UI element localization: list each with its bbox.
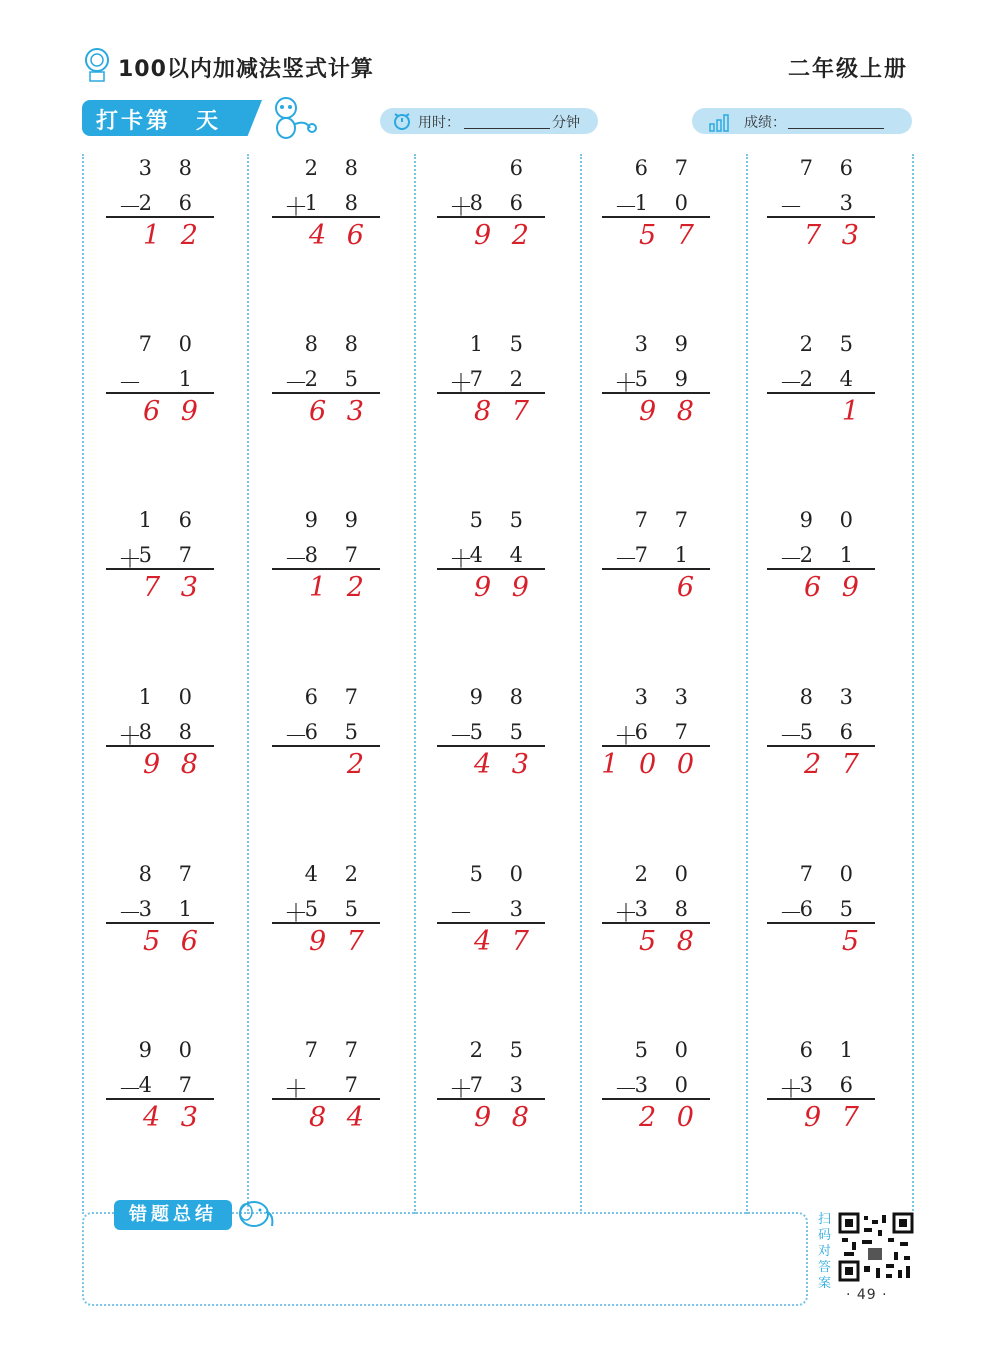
arithmetic-problem (104, 506, 214, 626)
arithmetic-problem (435, 860, 545, 980)
operator-sign: － (118, 899, 142, 927)
handwritten-answer[interactable]: 7 3 (804, 220, 865, 251)
top-operand: 7 7 (304, 1038, 368, 1062)
arithmetic-problem (765, 1036, 875, 1156)
top-operand: 6 7 (634, 156, 698, 180)
top-operand: 6 7 (304, 685, 368, 709)
column-divider (580, 154, 582, 1214)
result-line (767, 216, 875, 218)
handwritten-answer[interactable]: 6 9 (143, 396, 204, 427)
top-operand: 6 1 (799, 1038, 863, 1062)
bottom-operand: 8 8 (138, 720, 202, 744)
arithmetic-problem (270, 154, 380, 274)
operator-sign: ＋ (449, 1075, 473, 1103)
handwritten-answer[interactable]: 8 7 (474, 396, 535, 427)
bottom-operand: 7 3 (469, 1073, 533, 1097)
arithmetic-problem (270, 506, 380, 626)
result-line (767, 1098, 875, 1100)
handwritten-answer[interactable]: 4 3 (474, 749, 535, 780)
top-operand: 3 9 (634, 332, 698, 356)
top-operand: 5 5 (469, 508, 533, 532)
handwritten-answer[interactable]: 9 8 (474, 1102, 535, 1133)
bottom-operand: 3 6 (799, 1073, 863, 1097)
bottom-operand: 5 6 (799, 720, 863, 744)
handwritten-answer[interactable]: 9 2 (474, 220, 535, 251)
bottom-operand: 3 1 (138, 897, 202, 921)
operator-sign: ＋ (614, 899, 638, 927)
result-line (437, 392, 545, 394)
top-operand: 8 3 (799, 685, 863, 709)
arithmetic-problem (104, 683, 214, 803)
scan-answer-label: 扫码对答案 (818, 1212, 832, 1291)
result-line (437, 568, 545, 570)
bottom-operand: 1 8 (304, 191, 368, 215)
handwritten-answer[interactable]: 1 2 (143, 220, 204, 251)
result-line (602, 745, 710, 747)
handwritten-answer[interactable]: 9 9 (474, 572, 535, 603)
arithmetic-problem (104, 1036, 214, 1156)
arithmetic-problem (435, 683, 545, 803)
handwritten-answer[interactable]: 9 8 (143, 749, 204, 780)
operator-sign: － (118, 1075, 142, 1103)
arithmetic-problem (270, 330, 380, 450)
bottom-operand: 5 5 (469, 720, 533, 744)
bottom-operand: 3 8 (634, 897, 698, 921)
handwritten-answer[interactable]: 1 2 (309, 572, 370, 603)
arithmetic-problem (600, 330, 710, 450)
column-divider (414, 154, 416, 1214)
operator-sign: ＋ (284, 193, 308, 221)
bottom-operand: 5 9 (634, 367, 698, 391)
operator-sign: － (118, 193, 142, 221)
result-line (602, 216, 710, 218)
top-operand: 2 5 (799, 332, 863, 356)
operator-sign: － (614, 1075, 638, 1103)
alarm-clock-icon (392, 111, 412, 131)
result-line (106, 392, 214, 394)
result-line (602, 1098, 710, 1100)
result-line (602, 922, 710, 924)
result-line (767, 568, 875, 570)
arithmetic-problem (765, 506, 875, 626)
handwritten-answer[interactable]: 5 (841, 926, 865, 957)
handwritten-answer[interactable]: 7 3 (143, 572, 204, 603)
result-line (437, 1098, 545, 1100)
result-line (106, 745, 214, 747)
bottom-operand: 3 (509, 897, 533, 921)
checkin-day-label: 打卡第 天 (96, 109, 222, 134)
top-operand: 7 6 (799, 156, 863, 180)
operator-sign: － (779, 899, 803, 927)
bottom-operand: 2 1 (799, 543, 863, 567)
result-line (106, 922, 214, 924)
handwritten-answer[interactable]: 5 8 (639, 926, 700, 957)
result-line (272, 392, 380, 394)
bottom-operand: 4 7 (138, 1073, 202, 1097)
top-operand: 6 (509, 156, 533, 180)
arithmetic-problem (270, 1036, 380, 1156)
arithmetic-problem (600, 154, 710, 274)
top-operand: 9 9 (304, 508, 368, 532)
result-line (602, 392, 710, 394)
operator-sign: ＋ (614, 369, 638, 397)
bottom-operand: 6 5 (304, 720, 368, 744)
operator-sign: ＋ (284, 899, 308, 927)
result-line (272, 1098, 380, 1100)
top-operand: 2 8 (304, 156, 368, 180)
book-title: 100以内加减法竖式计算 (118, 57, 374, 82)
result-line (437, 745, 545, 747)
operator-sign: － (449, 899, 473, 927)
operator-sign: ＋ (118, 545, 142, 573)
result-line (602, 568, 710, 570)
operator-sign: － (614, 193, 638, 221)
operator-sign: ＋ (449, 369, 473, 397)
handwritten-answer[interactable]: 4 3 (143, 1102, 204, 1133)
bottom-operand: 4 4 (469, 543, 533, 567)
arithmetic-problem (270, 683, 380, 803)
top-operand: 7 0 (799, 862, 863, 886)
arithmetic-problem (600, 860, 710, 980)
handwritten-answer[interactable]: 4 6 (309, 220, 370, 251)
time-unit: 分钟 (552, 115, 580, 131)
bottom-operand: 8 6 (469, 191, 533, 215)
score-input-line[interactable] (788, 128, 884, 129)
arithmetic-problem (600, 506, 710, 626)
handwritten-answer[interactable]: 5 6 (143, 926, 204, 957)
bottom-operand: 5 7 (138, 543, 202, 567)
page-number: · 49 · (846, 1287, 888, 1303)
operator-sign: － (779, 193, 803, 221)
operator-sign: ＋ (449, 545, 473, 573)
top-operand: 4 2 (304, 862, 368, 886)
grid-border-left (82, 154, 84, 1214)
operator-sign: － (779, 722, 803, 750)
result-line (106, 568, 214, 570)
handwritten-answer[interactable]: 6 9 (804, 572, 865, 603)
top-operand: 1 0 (138, 685, 202, 709)
top-operand: 7 7 (634, 508, 698, 532)
time-label: 用时： (418, 115, 460, 131)
top-operand: 8 8 (304, 332, 368, 356)
top-operand: 7 0 (138, 332, 202, 356)
top-operand: 3 8 (138, 156, 202, 180)
bottom-operand: 2 4 (799, 367, 863, 391)
top-operand: 1 5 (469, 332, 533, 356)
grade-label: 二年级上册 (787, 57, 908, 82)
top-operand: 9 8 (469, 685, 533, 709)
top-operand: 8 7 (138, 862, 202, 886)
arithmetic-problem (435, 330, 545, 450)
operator-sign: － (284, 545, 308, 573)
column-divider (746, 154, 748, 1214)
handwritten-answer[interactable]: 5 7 (639, 220, 700, 251)
handwritten-answer[interactable]: 9 7 (309, 926, 370, 957)
bottom-operand: 1 0 (634, 191, 698, 215)
lion-logo-icon (82, 46, 112, 82)
handwritten-answer[interactable]: 6 (676, 572, 700, 603)
operator-sign: － (449, 722, 473, 750)
arithmetic-problem (435, 506, 545, 626)
column-divider (247, 154, 249, 1214)
top-operand: 3 3 (634, 685, 698, 709)
score-field (692, 108, 912, 134)
operator-sign: ＋ (614, 722, 638, 750)
handwritten-answer[interactable]: 9 8 (639, 396, 700, 427)
bottom-operand: 3 (839, 191, 863, 215)
operator-sign: － (779, 545, 803, 573)
operator-sign: ＋ (449, 193, 473, 221)
top-operand: 1 6 (138, 508, 202, 532)
grid-border-right (912, 154, 914, 1214)
time-input-line[interactable] (464, 128, 550, 129)
bottom-operand: 3 0 (634, 1073, 698, 1097)
bottom-operand: 5 5 (304, 897, 368, 921)
arithmetic-problem (270, 860, 380, 980)
mistake-summary-label: 错题总结 (114, 1200, 232, 1230)
arithmetic-problem (104, 860, 214, 980)
handwritten-answer[interactable]: 4 7 (474, 926, 535, 957)
operator-sign: － (614, 545, 638, 573)
operator-sign: － (284, 369, 308, 397)
bottom-operand: 2 6 (138, 191, 202, 215)
result-line (272, 568, 380, 570)
top-operand: 9 0 (799, 508, 863, 532)
arithmetic-problem (435, 154, 545, 274)
top-operand: 5 0 (469, 862, 533, 886)
bottom-operand: 2 5 (304, 367, 368, 391)
arithmetic-problem (765, 330, 875, 450)
arithmetic-problem (765, 683, 875, 803)
result-line (272, 745, 380, 747)
monkey-mascot-icon (262, 94, 318, 142)
handwritten-answer[interactable]: 2 7 (804, 749, 865, 780)
result-line (437, 216, 545, 218)
result-line (106, 216, 214, 218)
bottom-operand: 6 7 (634, 720, 698, 744)
top-operand: 2 5 (469, 1038, 533, 1062)
result-line (767, 922, 875, 924)
result-line (767, 392, 875, 394)
arithmetic-problem (765, 860, 875, 980)
time-field (380, 108, 598, 134)
operator-sign: ＋ (779, 1075, 803, 1103)
handwritten-answer[interactable]: 2 (346, 749, 370, 780)
handwritten-answer[interactable]: 1 (841, 396, 865, 427)
bottom-operand: 8 7 (304, 543, 368, 567)
top-operand: 9 0 (138, 1038, 202, 1062)
bottom-operand: 1 (178, 367, 202, 391)
result-line (272, 216, 380, 218)
result-line (272, 922, 380, 924)
bottom-operand: 6 5 (799, 897, 863, 921)
result-line (437, 922, 545, 924)
arithmetic-problem (104, 330, 214, 450)
operator-sign: － (118, 369, 142, 397)
result-line (106, 1098, 214, 1100)
operator-sign: － (284, 722, 308, 750)
handwritten-answer[interactable]: 8 4 (309, 1102, 370, 1133)
arithmetic-problem (600, 1036, 710, 1156)
top-operand: 5 0 (634, 1038, 698, 1062)
handwritten-answer[interactable]: 9 7 (804, 1102, 865, 1133)
operator-sign: ＋ (118, 722, 142, 750)
score-label: 成绩： (744, 115, 786, 131)
handwritten-answer[interactable]: 6 3 (309, 396, 370, 427)
bottom-operand: 7 1 (634, 543, 698, 567)
handwritten-answer[interactable]: 1 0 0 (601, 749, 700, 780)
operator-sign: － (779, 369, 803, 397)
operator-sign: ＋ (284, 1075, 308, 1103)
arithmetic-problem (765, 154, 875, 274)
bottom-operand: 7 (344, 1073, 368, 1097)
bottom-operand: 7 2 (469, 367, 533, 391)
arithmetic-problem (104, 154, 214, 274)
elephant-mascot-icon (232, 1196, 280, 1232)
top-operand: 2 0 (634, 862, 698, 886)
bar-chart-icon (708, 110, 732, 132)
arithmetic-problem (600, 683, 710, 803)
result-line (767, 745, 875, 747)
handwritten-answer[interactable]: 2 0 (639, 1102, 700, 1133)
qr-code-icon[interactable] (838, 1212, 914, 1282)
arithmetic-problem (435, 1036, 545, 1156)
